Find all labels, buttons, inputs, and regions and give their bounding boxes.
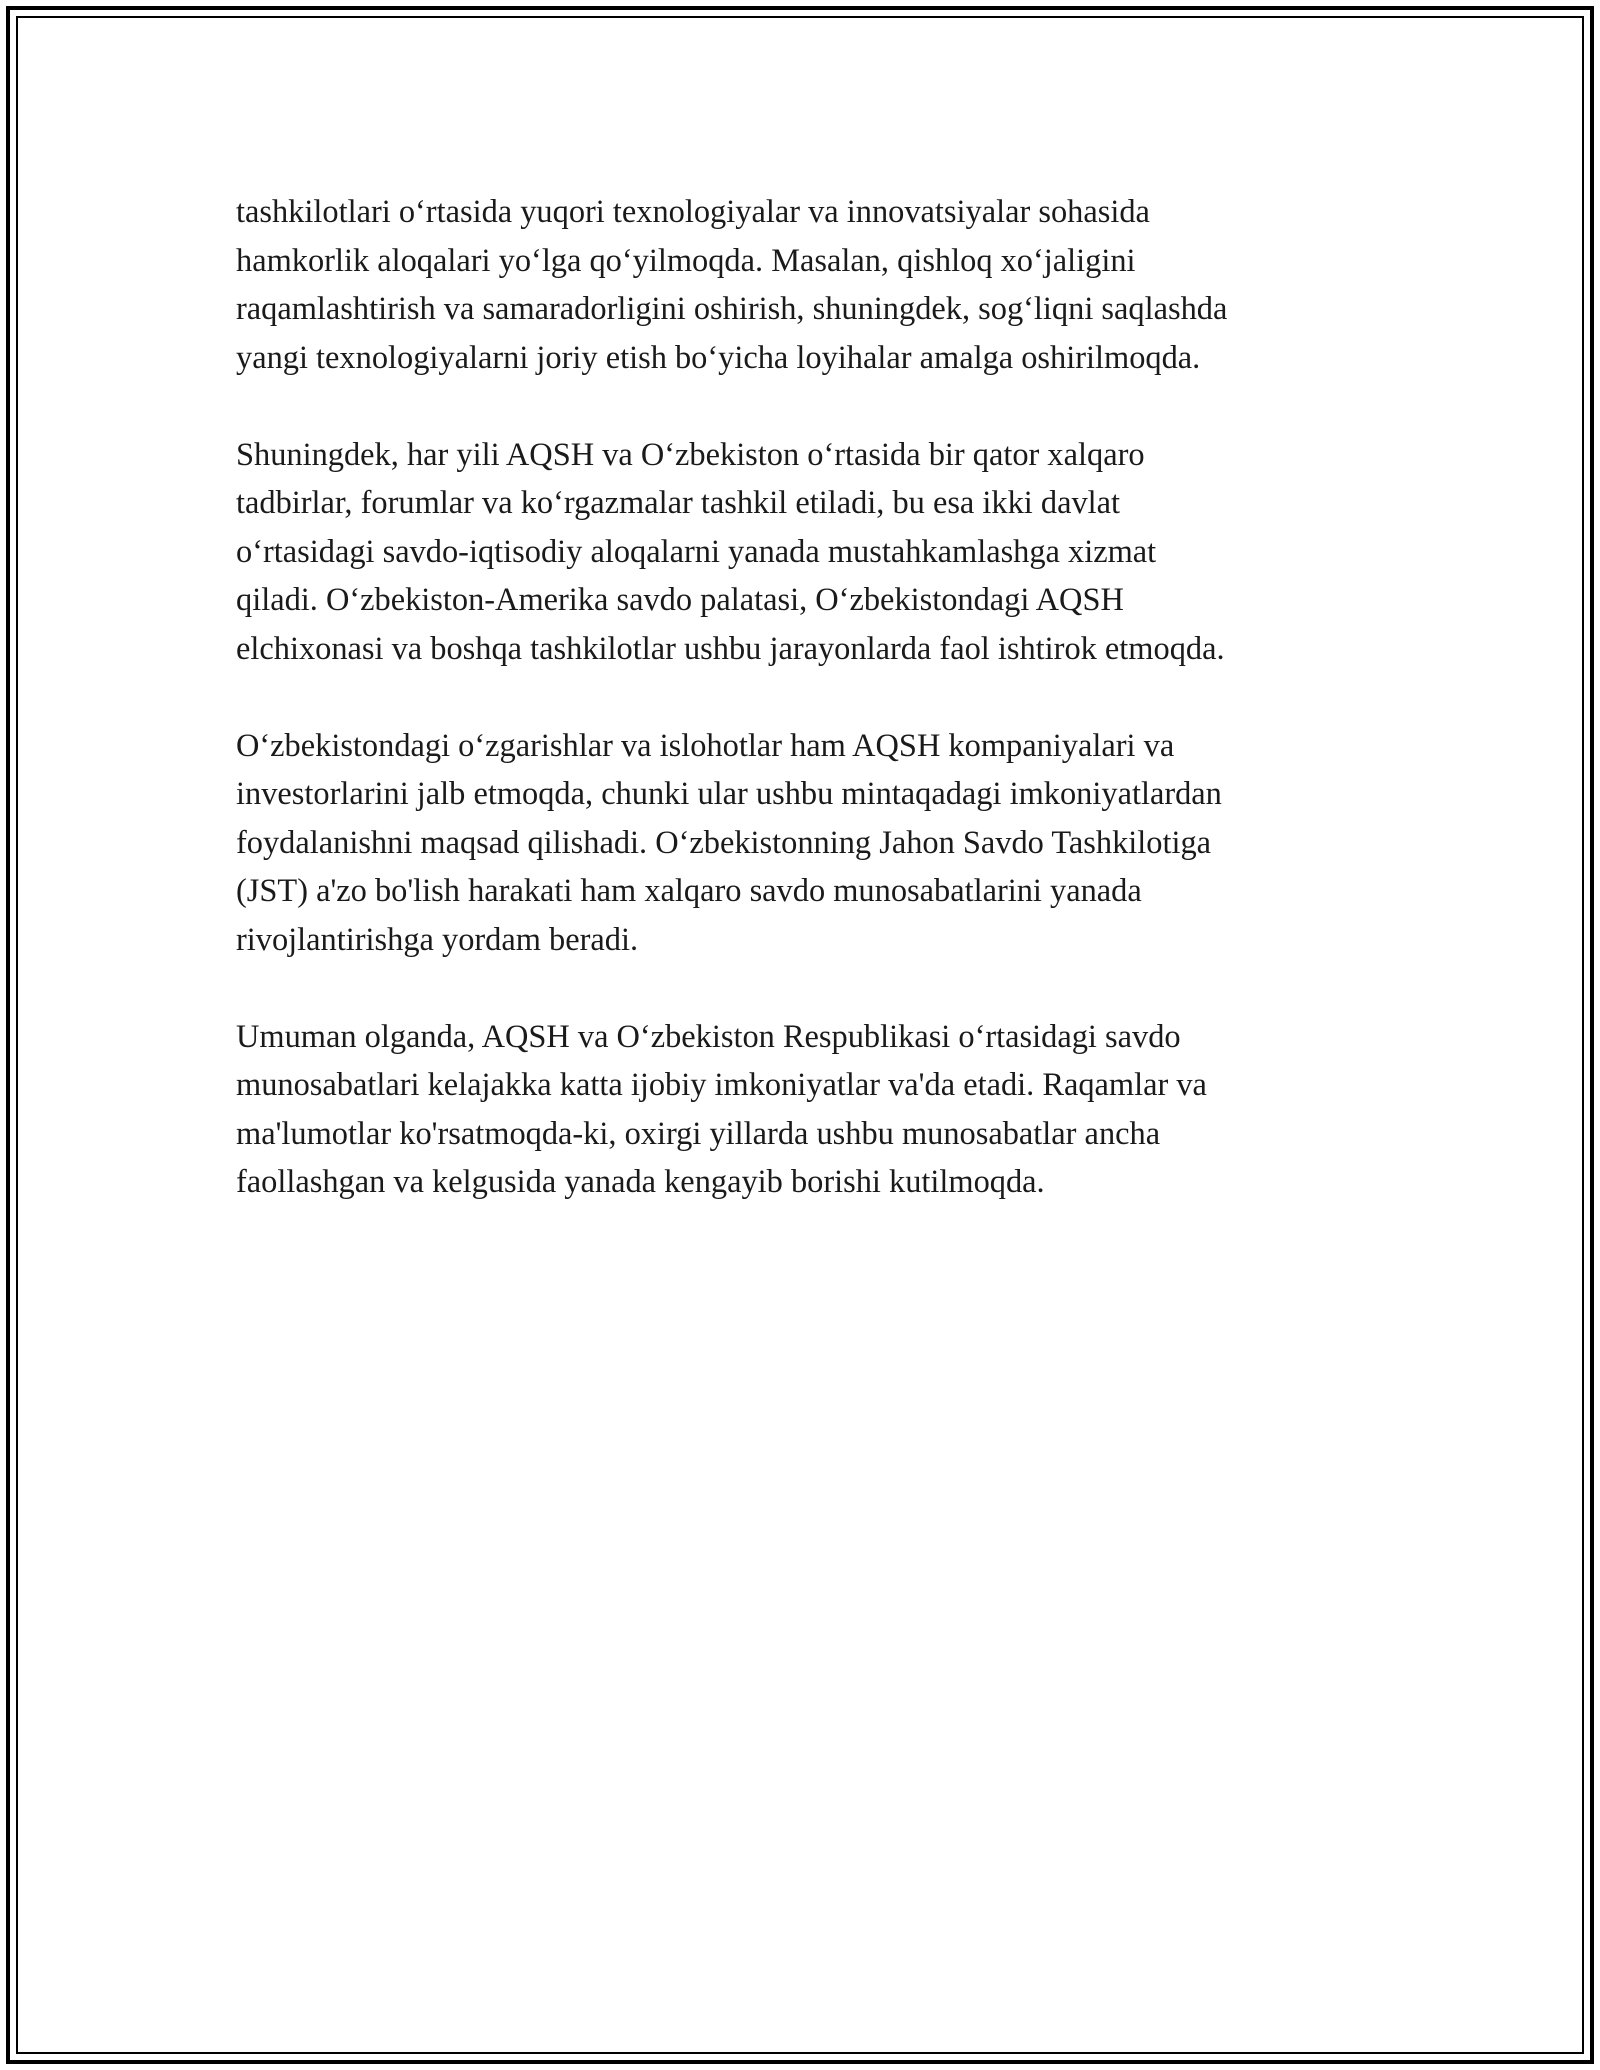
text-line: Umuman olganda, AQSH va O‘zbekiston Respublikasi o‘rtasidagi savdo — [236, 1018, 1181, 1055]
text-line: qiladi. O‘zbekiston-Amerika savdo palatasi, O‘zbekistondagi AQSH — [236, 582, 1124, 618]
text-line: (JST) a'zo bo'lish harakati ham xalqaro savdo munosabatlarini yanada — [236, 873, 1142, 909]
text-line: foydalanishni maqsad qilishadi. O‘zbekistonning Jahon Savdo Tashkilotiga — [236, 824, 1212, 861]
text-line: Shuningdek, har yili AQSH va O‘zbekiston o‘rtasida bir qator xalqaro — [236, 436, 1145, 473]
text-line: O‘zbekistondagi o‘zgarishlar va islohotlar ham AQSH kompaniyalari va — [236, 727, 1175, 764]
text-line: o‘rtasidagi savdo-iqtisodiy aloqalarni yanada mustahkamlashga xizmat — [236, 533, 1157, 570]
text-line: raqamlashtirish va samaradorligini oshirish, shuningdek, sog‘liqni saqlashda — [236, 291, 1228, 327]
text-line: ma'lumotlar ko'rsatmoqda-ki, oxirgi yillarda ushbu munosabatlar ancha — [236, 1115, 1161, 1152]
text-line: elchixonasi va boshqa tashkilotlar ushbu jarayonlarda faol ishtirok etmoqda. — [236, 630, 1225, 667]
document-body — [236, 188, 1416, 1255]
text-line: investorlarini jalb etmoqda, chunki ular ushbu mintaqadagi imkoniyatlardan — [236, 776, 1222, 812]
paragraph-2 — [236, 431, 1416, 674]
text-line: hamkorlik aloqalari yo‘lga qo‘yilmoqda. Masalan, qishloq xo‘jaligini — [236, 242, 1136, 279]
paragraph-1 — [236, 188, 1416, 382]
text-line: faollashgan va kelgusida yanada kengayib borishi kutilmoqda. — [236, 1164, 1045, 1200]
text-line: tashkilotlari o‘rtasida yuqori texnologiyalar va innovatsiyalar sohasida — [236, 194, 1150, 230]
text-line: tadbirlar, forumlar va ko‘rgazmalar tashkil etiladi, bu esa ikki davlat — [236, 485, 1121, 521]
paragraph-4 — [236, 1013, 1416, 1207]
text-line: rivojlantirishga yordam beradi. — [236, 921, 639, 958]
paragraph-3 — [236, 722, 1416, 965]
text-line: yangi texnologiyalarni joriy etish bo‘yicha loyihalar amalga oshirilmoqda. — [236, 339, 1201, 376]
text-line: munosabatlari kelajakka katta ijobiy imkoniyatlar va'da etadi. Raqamlar va — [236, 1067, 1207, 1103]
